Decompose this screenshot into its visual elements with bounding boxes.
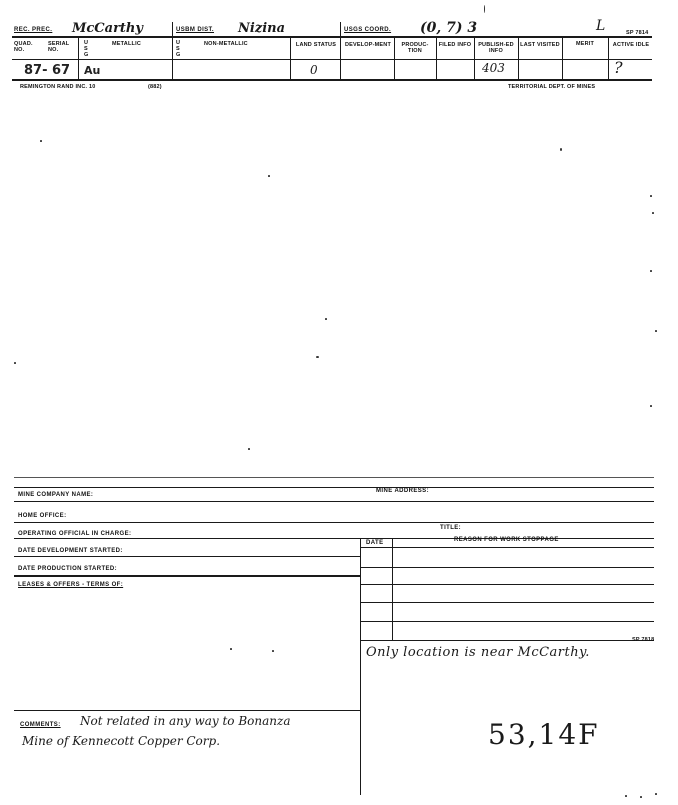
card-rule: [14, 522, 654, 523]
rec-prec-label: REC. PREC.: [14, 27, 53, 33]
right-note: Only location is near McCarthy.: [366, 645, 590, 660]
quad-no-label: QUAD. NO.: [14, 41, 33, 53]
usbm-dist-label: USBM DIST.: [176, 27, 215, 33]
footer-mid: (882): [148, 84, 162, 90]
card-rule: [14, 556, 360, 557]
middle-rule: [360, 538, 361, 795]
date-dev-started-label: DATE DEVELOPMENT STARTED:: [18, 548, 123, 554]
date-label: DATE: [366, 540, 384, 546]
col-rule: [474, 37, 475, 80]
card-rule: [360, 547, 654, 548]
active-idle-value: ?: [614, 58, 623, 77]
form-number-bottom: SP 7818: [632, 637, 655, 643]
home-office-label: HOME OFFICE:: [18, 513, 67, 519]
serial-no-label: SERIAL NO.: [48, 41, 70, 53]
col-rule: [78, 37, 79, 80]
title-label: TITLE:: [440, 525, 462, 531]
top-rule-2: [12, 37, 652, 38]
form-number: SP 7814: [626, 30, 649, 36]
card-top-rule: [14, 477, 654, 478]
metallic-label: METALLIC: [112, 41, 141, 47]
filed-info-label: FILED INFO: [438, 42, 472, 48]
header-rule: [12, 59, 652, 60]
last-visited-label: LAST VISITED: [520, 42, 560, 48]
non-metallic-label: NON-METALLIC: [204, 41, 248, 47]
usgs-coord-value: (0, 7) 3: [420, 20, 478, 36]
big-handwritten-mark: 53,14F: [488, 718, 600, 751]
card-rule: [14, 576, 360, 577]
comments-line-1: Not related in any way to Bonanza: [80, 714, 291, 728]
comments-label: COMMENTS:: [20, 722, 61, 728]
quad-serial-value: 87- 67: [24, 63, 71, 78]
reason-label: REASON FOR WORK STOPPAGE: [454, 537, 559, 543]
col-rule: [172, 22, 173, 80]
published-info-value: 403: [482, 61, 505, 75]
leases-label: LEASES & OFFERS - TERMS OF:: [18, 582, 124, 588]
land-status-value: 0: [310, 63, 318, 77]
footer-left: REMINGTON RAND INC. 10: [20, 84, 96, 90]
published-info-label: PUBLISH-ED INFO: [478, 42, 514, 54]
card-rule: [360, 584, 654, 585]
usbm-dist-value: Nizina: [238, 21, 286, 36]
corner-mark: L: [596, 18, 606, 34]
col-rule: [290, 37, 291, 80]
operating-official-label: OPERATING OFFICIAL IN CHARGE:: [18, 531, 132, 537]
land-status-label: LAND STATUS: [295, 42, 337, 48]
card-rule: [360, 640, 654, 641]
production-label: PRODUC-TION: [401, 42, 429, 54]
usgs-letters-metallic: U S G: [84, 40, 89, 58]
col-rule: [436, 37, 437, 80]
bottom-rule-2: [12, 80, 652, 81]
merit-label: MERIT: [575, 41, 595, 47]
comments-rule: [14, 710, 360, 711]
rec-prec-value: McCarthy: [72, 21, 143, 36]
mine-address-label: MINE ADDRESS:: [376, 488, 429, 494]
metallic-value: Au: [84, 64, 101, 77]
development-label: DEVELOP-MENT: [344, 42, 392, 48]
col-rule: [394, 37, 395, 80]
date-col-rule: [392, 538, 393, 640]
col-rule: [608, 37, 609, 80]
col-rule: [562, 37, 563, 80]
usgs-coord-label: USGS COORD.: [344, 27, 392, 33]
card-rule: [360, 567, 654, 568]
col-rule: [340, 22, 341, 80]
card-rule: [14, 487, 654, 488]
card-rule: [14, 501, 654, 502]
footer-right: TERRITORIAL DEPT. OF MINES: [508, 84, 596, 90]
card-rule: [360, 621, 654, 622]
mine-company-name-label: MINE COMPANY NAME:: [18, 492, 94, 498]
date-prod-started-label: DATE PRODUCTION STARTED:: [18, 566, 118, 572]
usgs-letters-nonmetallic: U S G: [176, 40, 181, 58]
active-idle-label: ACTIVE IDLE: [612, 42, 650, 48]
card-rule: [360, 602, 654, 603]
col-rule: [518, 37, 519, 80]
comments-line-2: Mine of Kennecott Copper Corp.: [22, 734, 221, 748]
